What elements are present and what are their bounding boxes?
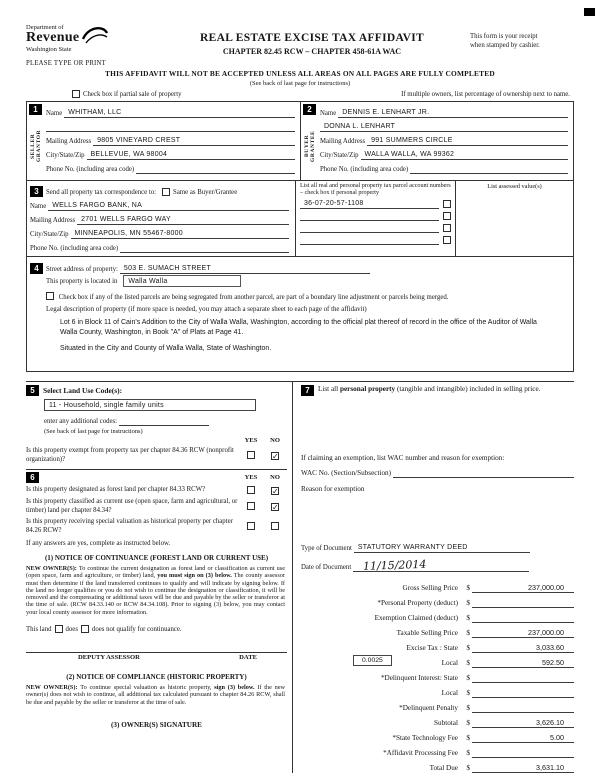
delinquent-interest-state-label: *Delinquent Interest: State — [380, 674, 458, 682]
dollar-sign: $ — [466, 689, 470, 697]
located-in-box[interactable] — [123, 275, 241, 287]
please-type-or-print: PLEASE TYPE OR PRINT — [26, 60, 106, 67]
seller-csz-label: City/State/Zip — [46, 152, 85, 159]
reason-exemption-line[interactable] — [366, 484, 574, 494]
dollar-sign: $ — [466, 704, 470, 712]
logo-revenue: Revenue — [26, 30, 80, 45]
seller-name2-line[interactable] — [46, 122, 295, 132]
corr-mailing-row — [30, 211, 289, 225]
notice1-text-1: To continue the current designation as forest land or classification as current use (open space, farm and agriculture, or timber) land, — [26, 565, 285, 580]
exemption-claim-label: If claiming an exemption, list WAC number and reason for exemption: — [301, 454, 505, 462]
partial-sale-row — [26, 90, 574, 99]
dollar-sign: $ — [466, 719, 470, 727]
document-type-label: Type of Document — [301, 545, 352, 552]
buyer-name-value: DENNIS E. LENHART JR. — [342, 109, 430, 116]
additional-codes-row — [26, 414, 287, 426]
section-2-badge: 2 — [303, 104, 316, 115]
notice-continuance-text — [26, 565, 287, 616]
corr-name-line[interactable] — [48, 201, 289, 211]
historic-no-checkbox[interactable] — [271, 522, 279, 530]
s6-no-header: NO — [270, 474, 280, 481]
s6-header-row — [26, 472, 287, 483]
section-3-badge: 3 — [30, 186, 43, 197]
additional-codes-label: enter any additional codes: — [44, 418, 118, 425]
seller-section — [27, 102, 300, 180]
exempt-yes-checkbox[interactable] — [247, 451, 255, 459]
section-1-badge: 1 — [29, 104, 42, 115]
notice-continuance-title: (1) NOTICE OF CONTINUANCE (FOREST LAND OR CURRENT USE) — [44, 554, 269, 562]
deputy-assessor-label: DEPUTY ASSESSOR — [78, 654, 140, 662]
parcel-1-line[interactable] — [300, 199, 439, 209]
fin-row-delinquent-interest-state — [301, 668, 574, 683]
personal-property-deduct-label: *Personal Property (deduct) — [377, 599, 458, 607]
located-in-value: Walla Walla — [128, 277, 168, 285]
notice2-text-1: To continue special valuation as historic property, — [80, 684, 212, 692]
excise-tax-state-label: Excise Tax : State — [406, 644, 458, 652]
local-rate-box: 0.0025 — [353, 655, 392, 666]
fin-row-delinquent-penalty — [301, 698, 574, 713]
excise-tax-local-value: 592.50 — [472, 658, 574, 668]
deputy-assessor-row — [26, 653, 287, 661]
buyer-section — [300, 102, 573, 180]
total-due-value: 3,631.10 — [472, 763, 574, 773]
fin-row-delinquent-interest-local — [301, 683, 574, 698]
exempt-question-text: Is this property exempt from property tax per chapter 84.36 RCW (nonprofit organization)? — [26, 447, 234, 463]
forest-yes-checkbox[interactable] — [247, 486, 255, 494]
same-as-buyer-checkbox[interactable] — [162, 188, 170, 196]
s5-yesno-header — [26, 437, 287, 444]
forest-land-section — [26, 469, 287, 729]
partial-sale-checkbox[interactable] — [72, 90, 80, 98]
does-not-label: does not qualify for continuance. — [91, 625, 182, 633]
s5-no-header: NO — [270, 437, 280, 444]
fin-row-affidavit-processing-fee — [301, 743, 574, 758]
land-use-code-box[interactable] — [44, 399, 256, 411]
fin-row-excise-tax-state — [301, 638, 574, 653]
receipt-note — [470, 24, 574, 50]
notice2-sign-below: sign (3) below. — [214, 684, 255, 692]
buyer-mailing-value: 991 SUMMERS CIRCLE — [371, 137, 453, 144]
buyer-side-label — [303, 115, 317, 177]
does-label: does — [65, 625, 78, 633]
street-address-value: 503 E. SUMACH STREET — [123, 265, 211, 272]
parcel-3-line[interactable] — [300, 223, 439, 233]
dor-logo — [26, 24, 154, 67]
notice1-must-sign: you must sign on (3) below. — [157, 572, 232, 580]
subtotal-label: Subtotal — [434, 719, 458, 727]
document-date-value: 11/15/2014 — [363, 557, 427, 573]
forest-land-question-row — [26, 486, 287, 495]
seller-mailing-label: Mailing Address — [46, 138, 92, 145]
land-use-section — [26, 385, 287, 464]
parcel-2-personal-checkbox[interactable] — [443, 212, 451, 220]
located-in-row — [30, 274, 567, 288]
notice-compliance-title: (2) NOTICE OF COMPLIANCE (HISTORIC PROPERTY) — [66, 673, 247, 682]
exempt-question-row — [26, 447, 287, 464]
partial-sale-label: Check box if partial sale of property — [83, 91, 182, 98]
current-use-no-checkbox[interactable]: ✓ — [272, 502, 279, 512]
fin-row-gross-selling-price — [301, 578, 574, 593]
current-use-question-row — [26, 498, 287, 515]
document-type-row — [301, 538, 574, 553]
state-technology-fee-label: *State Technology Fee — [392, 734, 458, 742]
seller-side-label-bottom: GRANTOR — [36, 129, 42, 163]
acceptance-warning: THIS AFFIDAVIT WILL NOT BE ACCEPTED UNLESS ALL AREAS ON ALL PAGES ARE FULLY COMPLETED — [105, 69, 495, 78]
buyer-csz-row — [320, 146, 568, 160]
owners-signature-heading: (3) OWNER(S) SIGNATURE — [111, 720, 202, 729]
seller-mailing-line[interactable] — [93, 136, 295, 146]
reason-exemption-label: Reason for exemption — [301, 485, 365, 493]
pp-text-1: List all — [318, 385, 339, 393]
segregated-checkbox[interactable] — [46, 292, 54, 300]
excise-tax-computation — [301, 578, 574, 773]
dollar-sign: $ — [466, 659, 470, 667]
corr-csz-value: MINNEAPOLIS, MN 55467-8000 — [74, 230, 183, 237]
buyer-mailing-label: Mailing Address — [320, 138, 366, 145]
parcel-numbers-header: List all real and personal property tax parcel account numbers – check box if personal property — [300, 183, 451, 197]
corr-phone-row — [30, 239, 289, 253]
notice2-new-owners: NEW OWNER(S): — [26, 684, 78, 692]
fin-row-state-technology-fee — [301, 728, 574, 743]
dollar-sign: $ — [466, 764, 470, 772]
date-label: DATE — [239, 654, 257, 662]
seller-csz-line[interactable] — [87, 150, 295, 160]
corr-name-value: WELLS FARGO BANK, NA — [52, 202, 143, 209]
seller-csz-value: BELLEVUE, WA 98004 — [90, 151, 168, 158]
seller-mailing-row — [46, 132, 295, 146]
seller-phone-line[interactable] — [136, 164, 295, 174]
land-use-code-value: 11 - Household, single family units — [49, 401, 164, 409]
notice-compliance-text — [26, 684, 287, 706]
parcel-row-1 — [300, 197, 451, 209]
fin-row-exemption-claimed — [301, 608, 574, 623]
seller-mailing-value: 9805 VINEYARD CREST — [97, 137, 181, 144]
form-title: REAL ESTATE EXCISE TAX AFFIDAVIT — [200, 32, 424, 44]
s6-yes-header: YES — [244, 474, 258, 481]
fin-row-total-due — [301, 758, 574, 773]
dor-swoosh-icon — [81, 24, 109, 48]
dollar-sign: $ — [466, 599, 470, 607]
receipt-note-line1: This form is your receipt — [470, 33, 538, 40]
fin-row-subtotal — [301, 713, 574, 728]
located-in-label: This property is located in — [46, 277, 118, 285]
legal-description-text2: Situated in the City and County of Walla Walla, State of Washington. — [60, 345, 272, 352]
seller-side-label-top: SELLER — [30, 133, 36, 159]
seller-name-row — [46, 104, 295, 118]
parcel-3-personal-checkbox[interactable] — [443, 224, 451, 232]
excise-tax-state-value: 3,033.60 — [472, 643, 574, 653]
dollar-sign: $ — [466, 614, 470, 622]
parcel-1-value: 36-07-20-57-1108 — [304, 200, 364, 208]
delinquent-interest-local-label: Local — [441, 689, 458, 697]
buyer-name-line[interactable] — [338, 108, 568, 118]
parcel-1-personal-checkbox[interactable] — [443, 200, 451, 208]
buyer-csz-line[interactable] — [361, 150, 568, 160]
tax-correspondence-section — [26, 181, 574, 257]
corr-phone-line[interactable] — [120, 243, 289, 253]
same-as-buyer-label: Same as Buyer/Grantee — [173, 189, 238, 196]
notice1-new-owners: NEW OWNER(S): — [26, 565, 77, 572]
seller-name-value: WHITHAM, LLC — [68, 109, 122, 116]
section-6-badge: 6 — [26, 472, 39, 483]
excise-tax-local-label: Local — [441, 659, 458, 667]
seller-phone-label: Phone No. (including area code) — [46, 166, 135, 173]
corr-name-row — [30, 197, 289, 211]
dollar-sign: $ — [466, 584, 470, 592]
pp-text-2: (tangible and intangible) included in selling price. — [396, 385, 541, 393]
corr-mailing-line[interactable] — [77, 215, 289, 225]
dollar-sign: $ — [466, 674, 470, 682]
multiple-owners-note: If multiple owners, list percentage of ownership next to name. — [401, 91, 570, 98]
bottom-sections — [26, 381, 574, 773]
total-due-label: Total Due — [429, 764, 458, 772]
reason-exemption-row — [301, 480, 574, 494]
notice1-text-2: The county assessor must then determine if the land transferred continues to qualify and will indicate by signing below. If the land no longer qualifies or you do not wish to continue the designation or classification, it will be removed and the compensating or additional taxes will be due and payable by the seller or transferor at the time of sale. (RCW 84.33.140 or RCW 84.34.108). Prior to signing (3) below, you may contact your local county assessor for more information. — [26, 572, 285, 616]
if-any-yes-note: If any answers are yes, complete as instructed below. — [26, 540, 171, 547]
logo-dept-of: Department of — [26, 24, 64, 31]
current-use-question: Is this property classified as current use (open space, farm and agricultural, or timber) land per chapter 84.34? — [26, 498, 238, 514]
gross-selling-price-value: 237,000.00 — [472, 583, 574, 593]
legal-description-text: Lot 6 in Block 11 of Cain's Addition to the City of Walla Walla, Washington, according to the official plat thereof of record in the office of the Auditor of Walla Walla County, Washington, in Book "A" of Plats at Page 41. — [60, 319, 537, 336]
state-technology-fee-value: 5.00 — [472, 733, 574, 743]
section-5-badge: 5 — [26, 385, 39, 396]
taxable-selling-price-value: 237,000.00 — [472, 628, 574, 638]
gross-selling-price-label: Gross Selling Price — [402, 584, 458, 592]
property-description-section — [26, 257, 574, 372]
form-chapter: CHAPTER 82.45 RCW – CHAPTER 458-61A WAC — [222, 47, 402, 56]
parcel-row-4 — [300, 233, 451, 245]
scan-mark — [584, 8, 595, 16]
document-date-row — [301, 555, 574, 572]
buyer-phone-line[interactable] — [410, 164, 568, 174]
form-header — [26, 24, 574, 67]
seller-name-label: Name — [46, 110, 63, 117]
section-7-badge: 7 — [301, 385, 314, 396]
parcel-row-2 — [300, 209, 451, 221]
buyer-csz-value: WALLA WALLA, WA 99362 — [364, 151, 455, 158]
historic-question: Is this property receiving special valuation as historical property per chapter 84.26 RCW? — [26, 518, 233, 534]
parcel-4-line[interactable] — [300, 235, 439, 245]
street-address-row — [30, 260, 567, 274]
document-date-label: Date of Document — [301, 564, 352, 571]
dollar-sign: $ — [466, 644, 470, 652]
buyer-side-label-bottom: GRANTEE — [310, 130, 316, 162]
parcel-row-3 — [300, 221, 451, 233]
seller-name-line[interactable] — [64, 108, 295, 118]
dollar-sign: $ — [466, 629, 470, 637]
wac-number-label: WAC No. (Section/Subsection) — [301, 469, 392, 477]
forest-no-checkbox[interactable]: ✓ — [272, 486, 279, 496]
corr-csz-label: City/State/Zip — [30, 231, 69, 238]
buyer-mailing-line[interactable] — [367, 136, 568, 146]
corr-phone-label: Phone No. (including area code) — [30, 245, 119, 252]
current-use-yes-checkbox[interactable] — [247, 502, 255, 510]
segregated-label: Check box if any of the listed parcels are being segregated from another parcel, are part of a boundary line adjustment or parcels being merged. — [58, 294, 449, 301]
buyer-phone-row — [320, 160, 568, 174]
assessed-values-header: List assessed value(s) — [487, 183, 542, 190]
buyer-name2-value: DONNA L. LENHART — [324, 123, 396, 130]
send-correspondence-row — [30, 183, 289, 197]
taxable-selling-price-label: Taxable Selling Price — [396, 629, 458, 637]
does-checkbox[interactable] — [55, 625, 63, 633]
buyer-mailing-row — [320, 132, 568, 146]
seller-name2-row — [46, 118, 295, 132]
notice2-text-2: If the new owner(s) does not wish to continue, all additional tax calculated pursuant to chapter 84.26 RCW, shall be due and payable by the seller or transferor at the time of sale. — [26, 684, 285, 706]
parcel-4-personal-checkbox[interactable] — [443, 236, 451, 244]
personal-property-row — [301, 385, 574, 396]
seller-csz-row — [46, 146, 295, 160]
street-address-line[interactable] — [120, 264, 370, 274]
does-not-checkbox[interactable] — [81, 625, 89, 633]
buyer-side-label-top: BUYER — [304, 134, 310, 158]
corr-mailing-label: Mailing Address — [30, 217, 76, 224]
additional-codes-line[interactable] — [119, 416, 209, 426]
logo-washington-state: Washington State — [26, 46, 72, 53]
see-back-note-2: (See back of last page for instructions) — [44, 428, 143, 435]
receipt-note-line2: when stamped by cashier. — [470, 41, 540, 49]
forest-land-question: Is this property designated as forest land per chapter 84.33 RCW? — [26, 486, 206, 494]
selling-price-section — [293, 382, 574, 773]
document-type-line[interactable] — [354, 543, 530, 553]
wac-number-row — [301, 464, 574, 478]
dollar-sign: $ — [466, 734, 470, 742]
fin-row-taxable-selling-price — [301, 623, 574, 638]
corr-csz-line[interactable] — [71, 229, 289, 239]
document-type-value: STATUTORY WARRANTY DEED — [357, 544, 468, 551]
historic-yes-checkbox[interactable] — [247, 522, 255, 530]
corr-mailing-value: 2701 WELLS FARGO WAY — [81, 216, 171, 223]
continuance-qualify-row — [26, 625, 287, 633]
document-date-line[interactable] — [353, 557, 529, 573]
send-correspondence-label: Send all property tax correspondence to: — [46, 189, 157, 196]
dollar-sign: $ — [466, 749, 470, 757]
fin-row-excise-tax-local — [301, 653, 574, 668]
s5-yes-header: YES — [244, 437, 258, 444]
seller-side-label — [29, 115, 43, 177]
this-land-label: This land — [26, 625, 52, 633]
personal-property-label — [314, 385, 540, 394]
buyer-name2-row — [320, 118, 568, 132]
subtotal-value: 3,626.10 — [472, 718, 574, 728]
corr-csz-row — [30, 225, 289, 239]
section-4-badge: 4 — [30, 263, 43, 274]
street-address-label: Street address of property: — [46, 266, 118, 273]
parties-box — [26, 101, 574, 181]
segregated-row — [30, 292, 567, 301]
buyer-csz-label: City/State/Zip — [320, 152, 359, 159]
parcel-2-line[interactable] — [300, 211, 439, 221]
fin-row-personal-property-deduct — [301, 593, 574, 608]
legal-description-label: Legal description of property (if more space is needed, you may attach a separate sheet to each page of the affidavit) — [46, 306, 367, 313]
exemption-claimed-label: Exemption Claimed (deduct) — [374, 614, 458, 622]
wac-number-line[interactable] — [393, 468, 574, 478]
land-use-title: Select Land Use Code(s): — [43, 386, 123, 395]
buyer-name-label: Name — [320, 110, 337, 117]
exempt-no-checkbox[interactable]: ✓ — [272, 451, 279, 461]
see-back-note: (See back of last page for instructions) — [249, 80, 351, 87]
historic-question-row — [26, 518, 287, 535]
seller-phone-row — [46, 160, 295, 174]
buyer-name-row — [320, 104, 568, 118]
affidavit-processing-fee-label: *Affidavit Processing Fee — [383, 749, 458, 757]
delinquent-penalty-label: *Delinquent Penalty — [399, 704, 458, 712]
pp-bold: personal property — [339, 385, 396, 393]
buyer-phone-label: Phone No. (including area code) — [320, 166, 409, 173]
buyer-name2-line[interactable] — [320, 122, 568, 132]
corr-name-label: Name — [30, 203, 47, 210]
